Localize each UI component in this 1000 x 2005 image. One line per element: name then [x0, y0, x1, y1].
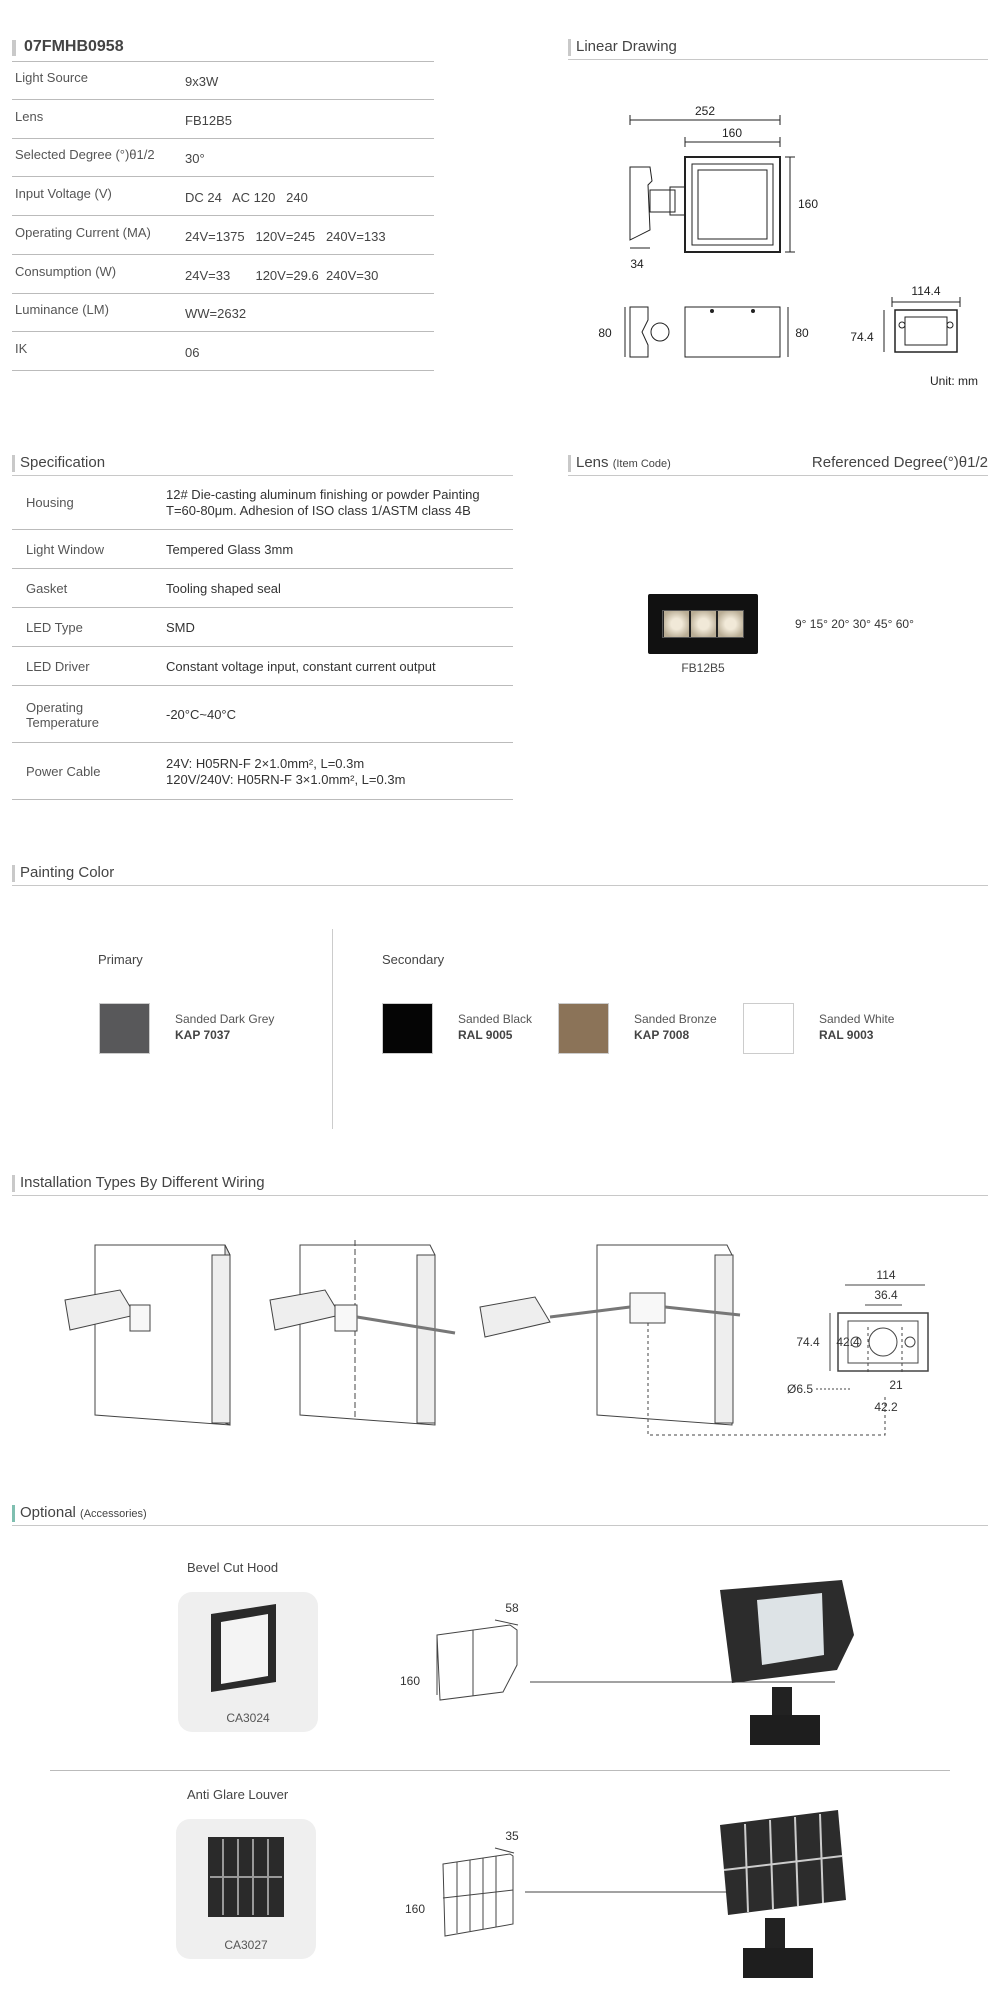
- color-black: Sanded Black RAL 9005: [458, 1012, 533, 1042]
- color-dark-grey: Sanded Dark Grey KAP 7037: [175, 1012, 275, 1042]
- lens-degrees: 9° 15° 20° 30° 45° 60°: [795, 617, 914, 631]
- accessory-name-1: Bevel Cut Hood: [187, 1560, 279, 1575]
- spec-row-value-line: 120V/240V: H05RN-F 3×1.0mm², L=0.3m: [166, 771, 406, 787]
- linear-drawing-title: Linear Drawing: [576, 38, 677, 55]
- dim-80-left: 80: [598, 326, 612, 340]
- spec-row-value: [166, 659, 436, 675]
- referenced-degree-title: Referenced Degree(°)θ1/2: [811, 454, 988, 471]
- accessory-divider: [50, 1770, 950, 1771]
- lens-code: FB12B5: [681, 661, 725, 675]
- inst-dim-dia: Ø6.5: [786, 1382, 814, 1396]
- spec-row-key: Gasket: [26, 580, 68, 596]
- specification-title: Specification: [20, 454, 106, 471]
- spec-row-value-line: SMD: [166, 619, 195, 635]
- color-bronze: Sanded Bronze KAP 7008: [634, 1012, 717, 1042]
- spec-row-key: Power Cable: [26, 763, 101, 779]
- spec-row-value: [166, 581, 281, 597]
- spec-row-key-line: Temperature: [26, 714, 99, 730]
- product-row: [12, 101, 434, 139]
- secondary-label: Secondary: [382, 952, 445, 967]
- product-row: [12, 139, 434, 177]
- swatch-white: [743, 1003, 794, 1054]
- dim-114: 114.4: [911, 284, 941, 298]
- dim-74: 74.4: [850, 330, 874, 344]
- product-row: [12, 256, 434, 294]
- inst-dim-42: 42.4: [836, 1335, 860, 1349]
- product-row-key: Consumption (W): [15, 263, 117, 279]
- painting-color-title: Painting Color: [20, 864, 115, 881]
- optional-title-small: (Accessories): [80, 1508, 147, 1520]
- accessory-name-2: Anti Glare Louver: [187, 1787, 289, 1802]
- lens-title-small: (Item Code): [612, 458, 671, 470]
- product-row: [12, 178, 434, 216]
- spec-row-value: [166, 487, 480, 519]
- spec-row-key: LED Driver: [26, 658, 90, 674]
- swatch-bronze: [558, 1003, 609, 1054]
- installation-title: Installation Types By Different Wiring: [20, 1174, 265, 1191]
- spec-row-key: Light Window: [26, 541, 105, 557]
- installation-diagram: [60, 1225, 960, 1465]
- primary-label: Primary: [98, 952, 143, 967]
- spec-row-value: [166, 542, 293, 558]
- optional-title: Optional: [20, 1504, 76, 1521]
- product-row-key: Light Source: [15, 70, 88, 85]
- product-row-value: 9x3W: [185, 74, 219, 89]
- inst-dim-36: 36.4: [874, 1288, 898, 1302]
- specification-header: [12, 454, 513, 476]
- spec-row-key-line: Operating: [26, 699, 84, 715]
- dim-160-side: 160: [797, 197, 819, 211]
- product-row-value: 24V=33 120V=29.6 240V=30: [185, 267, 379, 283]
- inst-dim-114: 114: [876, 1268, 896, 1282]
- spec-row: [12, 530, 513, 569]
- dim-34: 34: [630, 257, 644, 271]
- product-row-value: 30°: [185, 151, 205, 167]
- acc1-height: 160: [399, 1674, 421, 1688]
- product-code-title: 07FMHB0958: [12, 38, 434, 62]
- spec-row-key: Housing: [26, 495, 74, 510]
- spec-row: [12, 608, 513, 647]
- acc1-depth: 58: [505, 1601, 519, 1615]
- spec-row-value-line: 12# Die-casting aluminum finishing or powder Painting: [166, 487, 480, 502]
- spec-row-value: [166, 707, 236, 723]
- dim-252: 252: [694, 104, 716, 118]
- installation-header: [12, 1174, 988, 1196]
- spec-row-key: LED Type: [26, 619, 83, 635]
- swatch-black: [382, 1003, 433, 1054]
- product-row-value: FB12B5: [185, 112, 232, 128]
- accessory-photo-1: [712, 1575, 862, 1755]
- spec-row: [12, 743, 513, 800]
- spec-row-value-line: Tempered Glass 3mm: [166, 541, 294, 557]
- product-row-key: Operating Current (MA): [15, 224, 151, 240]
- product-row: [12, 333, 434, 371]
- product-row-key: Luminance (LM): [15, 302, 109, 318]
- product-row-value: WW=2632: [185, 306, 247, 322]
- spec-row-value: [166, 620, 195, 636]
- optional-header: [12, 1504, 988, 1526]
- painting-color-header: [12, 864, 988, 886]
- spec-row: [12, 569, 513, 608]
- accessory-photo-2: [710, 1800, 860, 1990]
- spec-row-key: [26, 700, 99, 730]
- swatch-dark-grey: [99, 1003, 150, 1054]
- accessory-code-2: CA3027: [224, 1938, 268, 1952]
- spec-row: [12, 476, 513, 530]
- product-row: [12, 62, 434, 100]
- product-row-key: IK: [15, 340, 28, 356]
- product-row-value: 06: [185, 344, 200, 360]
- color-divider: [332, 929, 333, 1129]
- spec-row: [12, 686, 513, 743]
- unit-label: Unit: mm: [930, 374, 978, 388]
- spec-row-value-line: 24V: H05RN-F 2×1.0mm², L=0.3m: [166, 755, 365, 771]
- product-row: [12, 294, 434, 332]
- dim-160-top: 160: [721, 126, 743, 140]
- inst-dim-42-2: 42.2: [874, 1400, 898, 1414]
- spec-row-value-line: Tooling shaped seal: [166, 580, 281, 596]
- dim-80-right: 80: [795, 326, 809, 340]
- lens-image: [648, 594, 758, 654]
- spec-row: [12, 647, 513, 686]
- lens-title: Lens: [576, 454, 609, 471]
- inst-dim-74: 74.4: [796, 1335, 820, 1349]
- linear-drawing-figure: [580, 95, 1000, 395]
- inst-dim-21: 21: [889, 1378, 903, 1392]
- color-white: Sanded White RAL 9003: [819, 1012, 895, 1042]
- spec-row-value: [166, 756, 405, 788]
- product-row-value: DC 24 AC 120 240: [185, 190, 308, 206]
- spec-row-value-line: Constant voltage input, constant current output: [166, 658, 436, 674]
- product-row-key: Lens: [15, 108, 44, 124]
- lens-header: [568, 454, 988, 476]
- product-row-key: Selected Degree (°)θ1/2: [15, 147, 155, 163]
- spec-row-value-line: T=60-80μm. Adhesion of ISO class 1/ASTM class 4B: [166, 503, 471, 518]
- acc2-depth: 35: [505, 1829, 519, 1843]
- product-row: [12, 217, 434, 255]
- product-row-key: Input Voltage (V): [15, 186, 112, 202]
- linear-drawing-header: [568, 38, 988, 60]
- spec-row-value-line: -20°C~40°C: [166, 706, 237, 722]
- acc2-height: 160: [404, 1902, 426, 1916]
- product-row-value: 24V=1375 120V=245 240V=133: [185, 228, 386, 244]
- accessory-code-1: CA3024: [226, 1711, 270, 1725]
